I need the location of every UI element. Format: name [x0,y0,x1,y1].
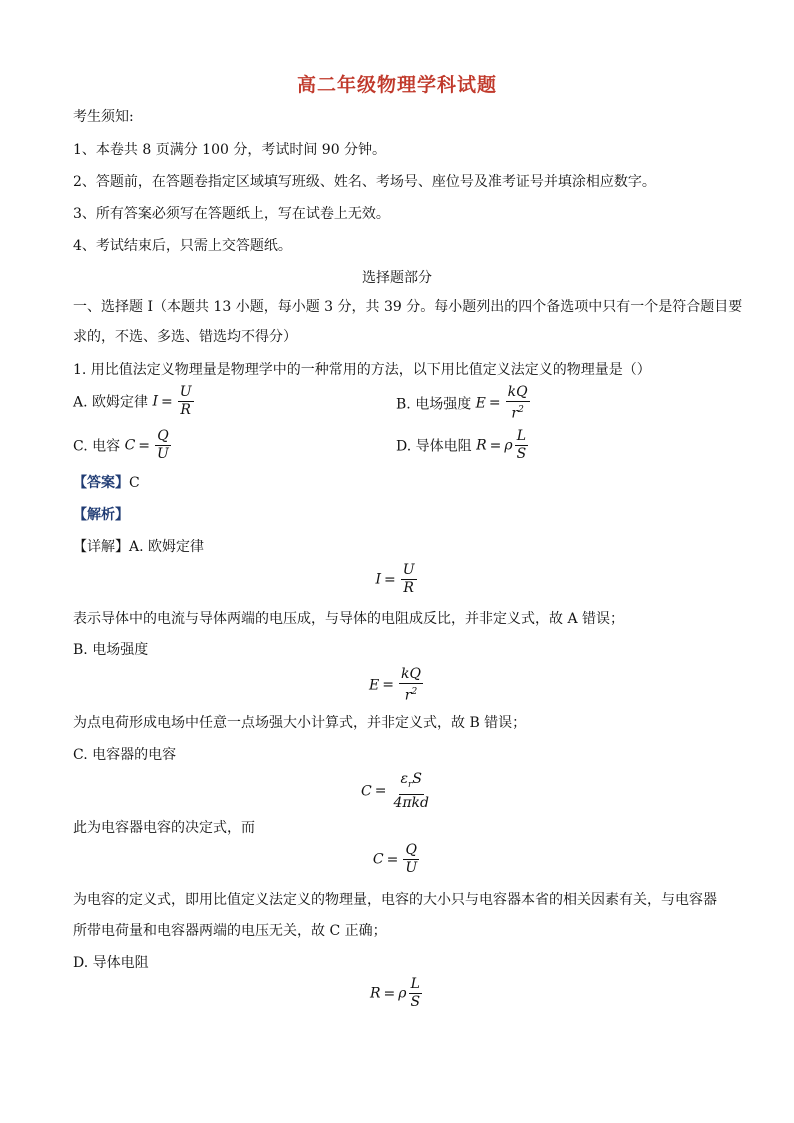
answer-line [73,474,140,492]
analysis-tag: 【解析】 [73,507,129,523]
numerator: Q [405,842,417,858]
equals-sign: = [374,783,387,800]
ohm-formula [152,384,195,419]
fraction [403,842,419,877]
equals-sign: = [488,395,501,412]
denominator: S [410,994,421,1010]
equals-sign: = [161,393,173,410]
numerator: L [410,976,420,992]
formula-lhs: E [475,395,486,412]
detail-c-body1: 此为电容器电容的决定式，而 [73,820,255,836]
answer-tag: 【答案】 [73,475,129,491]
capacitance-formula [125,428,173,463]
detail-b-head: B. 电场强度 [73,642,149,658]
notice-heading: 考生须知: [73,109,134,125]
exponent: 2 [518,405,524,415]
denominator: S [516,446,527,462]
detail-field-formula [0,666,794,705]
notice-item-2: 2、答题前，在答题卷指定区域填写班级、姓名、考场号、座位号及准考证号并填涂相应数字。 [73,174,656,190]
detail-b-body: 为点电荷形成电场中任意一点场强大小计算式，并非定义式，故 B 错误； [73,715,527,731]
fraction [506,384,530,423]
denominator: 4πkd [393,794,429,811]
denominator-base: r [404,687,412,704]
detail-ohm-formula [0,562,794,597]
option-b-label: B. 电场强度 [396,396,472,413]
detail-d-head: D. 导体电阻 [73,955,149,971]
page-title: 高二年级物理学科试题 [296,74,497,96]
answer-value: C [129,475,140,491]
numerator: kQ [401,666,421,682]
option-b [396,384,532,423]
formula-lhs: R [369,985,381,1002]
exponent: 2 [411,687,418,697]
resistance-formula [476,428,530,463]
fraction [155,428,171,463]
formula-lhs: E [369,677,380,694]
equals-sign: = [386,851,399,868]
detail-cap-def-formula [0,842,794,877]
question-1-text: 1. 用比值法定义物理量是物理学中的一种常用的方法，以下用比值定义法定义的物理量是（） [73,362,651,378]
detail-a-head: A. 欧姆定律 [129,539,205,555]
equals-sign: = [138,437,151,454]
equals-sign: = [383,571,396,588]
denominator-base: r [511,405,519,422]
equals-sign: = [383,985,396,1002]
notice-item-1: 1、本卷共 8 页满分 100 分，考试时间 90 分钟。 [73,142,387,158]
formula-lhs: C [124,437,136,454]
numerator: U [402,562,415,578]
fraction [515,428,529,463]
denominator: U [157,446,169,462]
formula-lhs: R [476,437,487,454]
denominator [509,402,525,423]
analysis-line [73,506,129,524]
notice-item-3: 3、所有答案必须写在答题纸上，写在试卷上无效。 [73,206,390,222]
detail-tag: 【详解】 [73,539,129,555]
option-d-label: D. 导体电阻 [396,438,472,455]
subscript: r [408,779,413,790]
equals-sign: = [489,437,502,454]
numerator: kQ [507,384,528,400]
detail-c-body2-line2: 所带电荷量和电容器两端的电压无关，故 C 正确； [73,923,387,939]
field-formula [476,384,532,423]
option-a [73,384,196,419]
denominator: R [403,580,414,596]
formula-lhs: C [372,851,384,868]
fraction [178,384,194,419]
option-a-label: A. 欧姆定律 [73,394,149,411]
fraction [399,666,423,705]
option-c-label: C. 电容 [73,438,121,455]
equals-sign: = [382,677,394,694]
fraction [391,771,431,812]
part1-intro-line1: 一、选择题 I（本题共 13 小题，每小题 3 分，共 39 分。每小题列出的四个备选项中只有一个是符合题目要 [73,299,743,315]
denominator: U [405,860,418,876]
formula-lhs: C [360,783,372,800]
rho-symbol: ρ [504,437,513,454]
detail-a-line [73,538,204,556]
detail-capacitor-formula [0,771,794,812]
denominator: R [180,402,191,418]
area-symbol: S [412,771,422,787]
detail-c-body2-line1: 为电容的定义式，即用比值定义法定义的物理量，电容的大小只与电容器本省的相关因素有关，与电容器 [73,892,717,908]
numerator: L [516,428,527,444]
numerator: Q [157,428,169,444]
detail-resistance-formula [0,976,794,1011]
formula-lhs: I [152,393,158,410]
part1-intro-line2: 求的，不选、多选、错选均不得分） [73,329,297,345]
denominator [403,684,419,705]
numerator: U [179,384,192,400]
rho-symbol: ρ [398,985,407,1002]
fraction [408,976,422,1011]
epsilon-symbol: ε [400,771,409,787]
numerator [399,771,424,795]
detail-c-head: C. 电容器的电容 [73,747,177,763]
option-c [73,428,173,463]
formula-lhs: I [375,571,381,588]
detail-a-body: 表示导体中的电流与导体两端的电压成，与导体的电阻成反比，并非定义式，故 A 错误； [73,611,625,627]
fraction [401,562,417,597]
notice-item-4: 4、考试结束后，只需上交答题纸。 [73,238,292,254]
option-d [396,428,530,463]
section-heading: 选择题部分 [362,270,432,286]
